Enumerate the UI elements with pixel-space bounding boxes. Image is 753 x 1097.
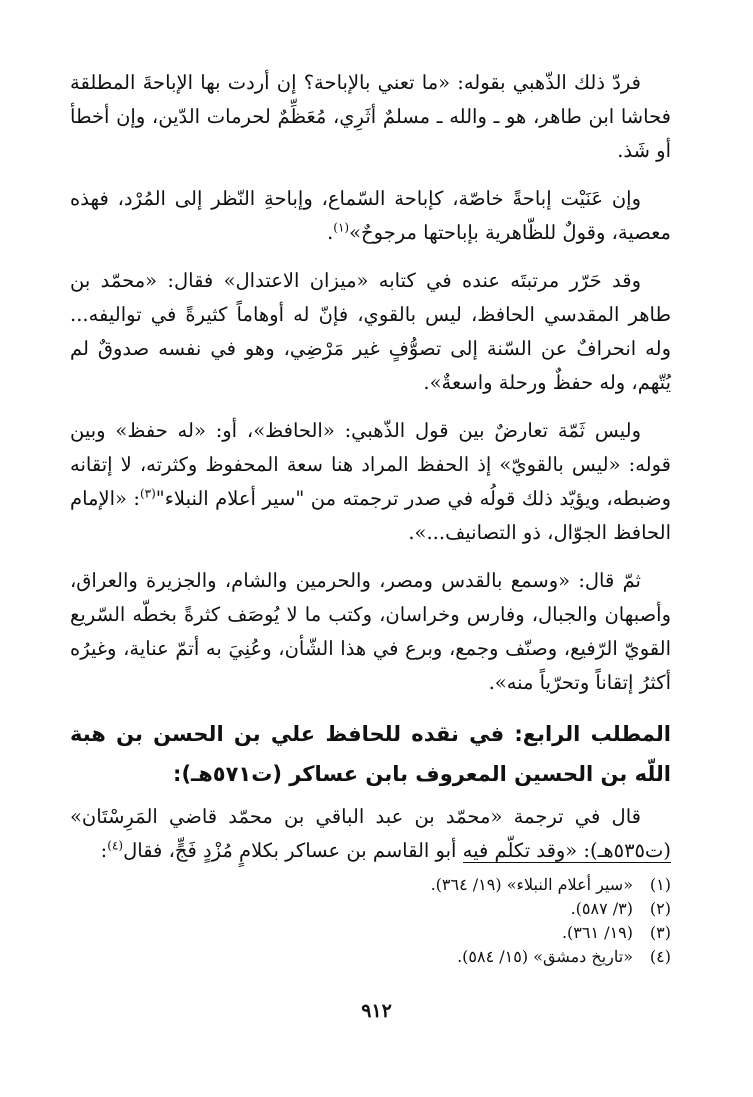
footnote-mark: (١) [333, 220, 350, 235]
page-number: ٩١٢ [361, 1000, 392, 1022]
paragraph-3 [70, 264, 671, 400]
paragraph-closing [70, 800, 671, 868]
paragraph-text: وليس ثَمّة تعارضٌ بين قول الذّهبي: «الحافظ»، أو: «له حفظ» وبين قوله: «ليس بالقويّ» إذ الحفظ المراد هنا سعة المحفوظ وكثرته، لا إتقانه وضبطه، ويؤيّد ذلك قولُه في صدر ترجمته من "سير أعلام النبلاء" [70, 419, 671, 510]
section-heading: المطلب الرابع: في نقده للحافظ علي بن الحسن بن هبة اللّه بن الحسين المعروف بابن عساكر (ت٥٧١هـ): [70, 722, 671, 786]
footnote-1 [70, 873, 671, 897]
footnote-3 [70, 921, 671, 945]
footnote-number: (٤) [649, 947, 671, 966]
footnote-mark: (٣) [139, 486, 156, 501]
footnote-2 [70, 897, 671, 921]
paragraph-1 [70, 66, 671, 168]
footnote-text: (١٩/ ٣٦١). [561, 923, 633, 942]
footnote-text: (٣/ ٥٨٧). [570, 899, 633, 918]
footnotes [70, 873, 671, 969]
paragraph-text: ثمّ قال: «وسمع بالقدس ومصر، والحرمين والشام، والجزيرة والعراق، وأصبهان والجبال، وفارس وخراسان، وكتب ما لا يُوصَف كثرةً بخطّه السّريع القويّ الرّفيع، وصنّف وجمع، وبرع في هذا الشّأن، وعُنِيَ به أتمّ عناية، وغيرُه أكثرُ إتقاناً وتحرّياً منه». [70, 569, 671, 694]
paragraph-text: فردّ ذلك الذّهبي بقوله: «ما تعني بالإباحة؟ إن أردت بها الإباحةَ المطلقة فحاشا ابن طاهر، هو ـ والله ـ مسلمٌ أثَرِي، مُعَظِّمٌ لحرمات الدّين، وإن أخطأ أو شَذ. [70, 71, 671, 162]
footnote-number: (٣) [649, 923, 671, 942]
paragraph-text: وقد حَرّر مرتبتَه عنده في كتابه «ميزان الاعتدال» فقال: «محمّد بن طاهر المقدسي الحافظ، ليس بالقوي، فإنّ له أوهاماً كثيرةً في تواليفه... وله انحرافٌ عن السّنة إلى تصوُّفٍ غير مَرْضِي، وهو في نفسه صدوقٌ لم يُتّهم، وله حفظٌ ورحلة واسعةٌ». [70, 269, 671, 394]
footnote-mark: (٤) [107, 838, 124, 853]
footnote-text: «تاريخ دمشق» (١٥/ ٥٨٤). [457, 947, 633, 966]
paragraph-4 [70, 414, 671, 550]
footnote-text: «سير أعلام النبلاء» (١٩/ ٣٦٤). [430, 875, 633, 894]
paragraph-text: وإن عَنَيْت إباحةً خاصّة، كإباحة السّماع، وإباحةِ النّظر إلى المُرْد، فهذه معصية، وقولٌ للظّاهرية بإباحتها مرجوحٌ» [70, 187, 671, 244]
quote-tail: : «الإمام الحافظ الجوّال، ذو التصانيف...». [70, 487, 671, 544]
footnote-divider [463, 862, 671, 863]
paragraph-2: وإن عَنَيْت إباحةً خاصّة، كإباحة السّماع، وإباحةِ النّظر إلى المُرْد، فهذه معصية، وقولٌ للظّاهرية بإباحتها مرجوحٌ»$^{(١)}$. [70, 187, 671, 244]
paragraph-text: قال في ترجمة «محمّد بن عبد الباقي بن محمّد قاضي المَرِسْتَان» (ت٥٣٥هـ): «وقد تكلّم فيه أبو القاسم بن عساكر بكلامٍ مُزْدٍ فَجٍّ، فقال [70, 805, 671, 862]
body-text [70, 66, 671, 882]
paragraph-5 [70, 564, 671, 700]
footnote-4 [70, 945, 671, 969]
footnote-number: (١) [649, 875, 671, 894]
footnote-number: (٢) [649, 899, 671, 918]
paragraph-text-end: : [100, 839, 108, 862]
